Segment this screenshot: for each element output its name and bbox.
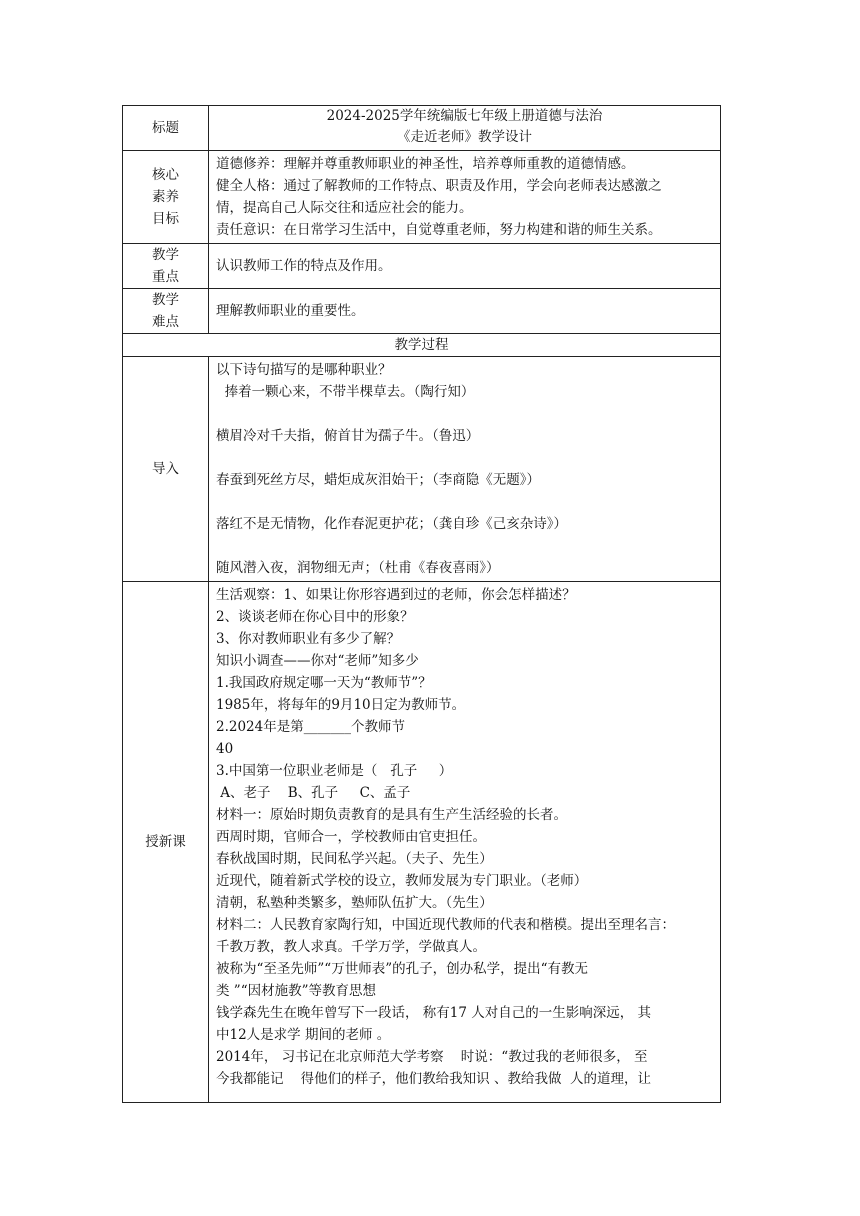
lesson-line: 生活观察：1、如果让你形容遇到过的老师，你会怎样描述？: [216, 587, 576, 603]
title-label: 标题: [123, 106, 209, 151]
intro-blank-line: [216, 447, 714, 469]
title-cell: [209, 106, 721, 151]
intro-label: 导入: [123, 357, 209, 582]
core-literacy-content: [209, 151, 721, 244]
intro-line: 落红不是无情物，化作春泥更护花；（龚自珍《己亥杂诗》）: [216, 516, 567, 532]
lesson-line: A、老子 B、孔子 C、孟子: [216, 785, 411, 801]
lesson-line: 类 ”“因材施教”等教育思想: [216, 983, 376, 999]
key-points-label: [123, 244, 209, 289]
label-line: 目标: [152, 211, 179, 227]
core-line: 责任意识：在日常学习生活中，自觉尊重老师，努力构建和谐的师生关系。: [216, 222, 662, 238]
lesson-plan-table: [122, 105, 721, 1103]
core-literacy-label: [123, 151, 209, 244]
lesson-line: 2.2024年是第_______个教师节: [216, 719, 405, 735]
lesson-line: 钱学森先生在晚年曾写下一段话， 称有17 人对自己的一生影响深远， 其: [216, 1005, 652, 1021]
lesson-line: 今我都能记 得他们的样子，他们教给我知识 、教给我做 人的道理，让: [216, 1071, 652, 1087]
document-title: 2024-2025学年统编版七年级上册道德与法治: [326, 108, 603, 124]
lesson-line: 清朝，私塾种类繁多，塾师队伍扩大。（先生）: [216, 895, 493, 911]
lesson-line: 3、你对教师职业有多少了解？: [216, 631, 401, 647]
core-line: 情，提高自己人际交往和适应社会的能力。: [216, 200, 473, 216]
core-line: 道德修养：理解并尊重教师职业的神圣性，培养尊师重教的道德情感。: [216, 156, 635, 172]
difficult-points-label: [123, 289, 209, 334]
intro-line: 捧着一颗心来，不带半棵草去。（陶行知）: [216, 384, 475, 400]
lesson-line: 西周时期，官师合一，学校教师由官吏担任。: [216, 829, 486, 845]
document-subtitle: 《走近老师》教学设计: [397, 129, 532, 145]
label-line: 重点: [152, 269, 179, 285]
label-line: 教学: [152, 292, 179, 308]
intro-blank-line: [216, 403, 714, 425]
intro-blank-line: [216, 491, 714, 513]
lesson-line: 2014年， 习书记在北京师范大学考察 时说：“教过我的老师很多， 至: [216, 1049, 648, 1065]
key-points-row: [123, 244, 721, 289]
core-line: 健全人格：通过了解教师的工作特点、职责及作用，学会向老师表达感激之: [216, 178, 662, 194]
lesson-line: 春秋战国时期，民间私学兴起。（夫子、先生）: [216, 851, 493, 867]
core-literacy-row: [123, 151, 721, 244]
intro-blank-line: [216, 535, 714, 557]
difficult-points-row: [123, 289, 721, 334]
intro-row: [123, 357, 721, 582]
lesson-line: 千教万教，教人求真。千学万学，学做真人。: [216, 939, 486, 955]
intro-line: 以下诗句描写的是哪种职业？: [216, 362, 392, 378]
new-lesson-row: [123, 582, 721, 1103]
lesson-line: 1985年，将每年的9月10日定为教师节。: [216, 697, 466, 713]
intro-line: 春蚕到死丝方尽，蜡炬成灰泪始干；（李商隐《无题》）: [216, 472, 540, 488]
process-header-row: [123, 334, 721, 357]
label-line: 核心: [152, 167, 179, 183]
lesson-line: 1.我国政府规定哪一天为“教师节”？: [216, 675, 432, 691]
title-row: [123, 106, 721, 151]
intro-line: 横眉冷对千夫指，俯首甘为孺子牛。（鲁迅）: [216, 428, 480, 444]
intro-line: 随风潜入夜，润物细无声；（杜甫《春夜喜雨》）: [216, 560, 500, 576]
lesson-line: 3.中国第一位职业老师是（ 孔子 ）: [216, 763, 453, 779]
label-line: 难点: [152, 314, 179, 330]
lesson-line: 中12人是求学 期间的老师 。: [216, 1027, 391, 1043]
intro-content: [209, 357, 721, 582]
lesson-line: 材料二：人民教育家陶行知，中国近现代教师的代表和楷模。提出至理名言：: [216, 917, 675, 933]
lesson-line: 被称为“至圣先师”“万世师表”的孔子，创办私学，提出“有教无: [216, 961, 589, 977]
lesson-line: 近现代，随着新式学校的设立，教师发展为专门职业。（老师）: [216, 873, 588, 889]
label-line: 教学: [152, 247, 179, 263]
lesson-line: 知识小调查——你对“老师”知多少: [216, 653, 419, 669]
lesson-line: 2、谈谈老师在你心目中的形象？: [216, 609, 414, 625]
new-lesson-content: [209, 582, 721, 1103]
key-points-content: [209, 244, 721, 289]
lesson-line: 材料一：原始时期负责教育的是具有生产生活经验的长者。: [216, 807, 567, 823]
difficult-points-text: 理解教师职业的重要性。: [216, 303, 365, 319]
new-lesson-label: 授新课: [123, 582, 209, 1103]
key-points-text: 认识教师工作的特点及作用。: [216, 258, 392, 274]
teaching-process-heading: 教学过程: [123, 334, 721, 357]
label-line: 素养: [152, 189, 179, 205]
lesson-line: 40: [216, 741, 234, 757]
difficult-points-content: [209, 289, 721, 334]
